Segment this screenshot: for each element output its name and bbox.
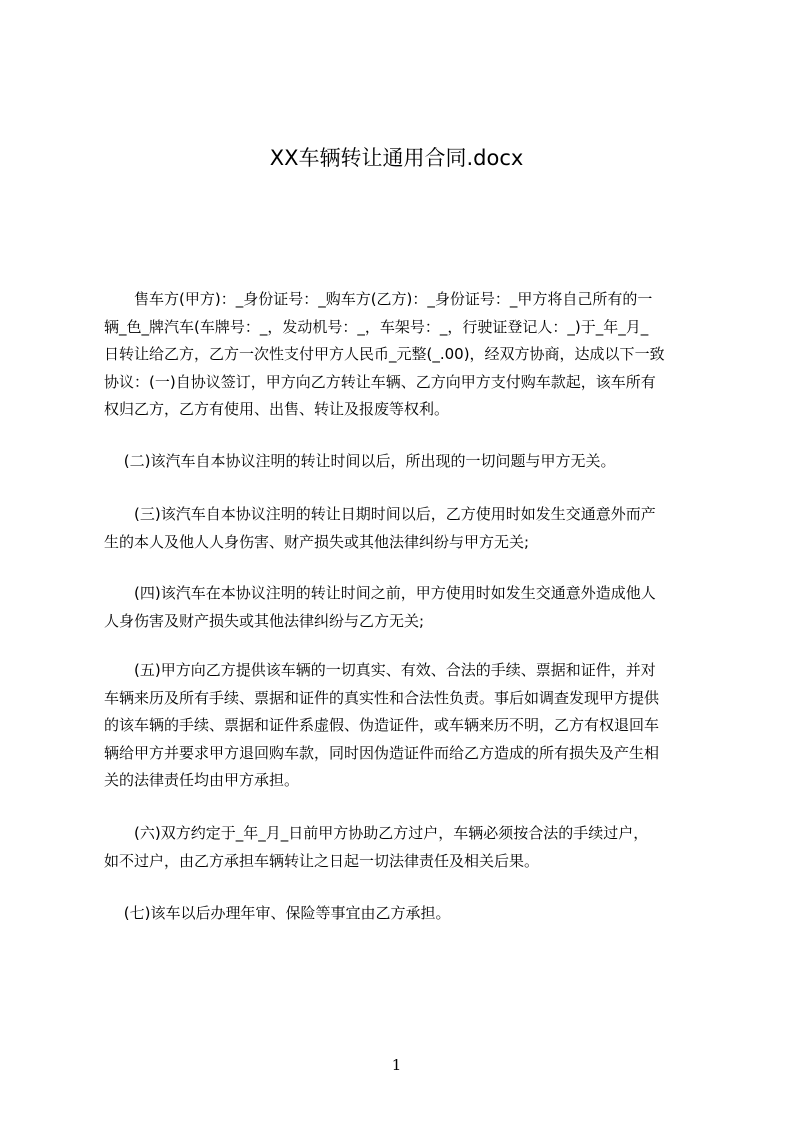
paragraph-clause-4 xyxy=(104,580,700,635)
text-line: (六)双方约定于_年_月_日前甲方协助乙方过户，车辆必须按合法的手续过户， xyxy=(104,824,649,842)
text-line: 辆_色_牌汽车(车牌号：_，发动机号：_，车架号：_，行驶证登记人：_)于_年_月_ xyxy=(104,317,649,336)
document-title: XX车辆转让通用合同.docx xyxy=(269,146,524,170)
text-line: (五)甲方向乙方提供该车辆的一切真实、有效、合法的手续、票据和证件，并对 xyxy=(104,661,656,679)
paragraph-clause-2 xyxy=(104,448,700,476)
paragraph-clause-7 xyxy=(104,900,700,928)
paragraph-intro xyxy=(104,286,700,424)
text-line: 如不过户，由乙方承担车辆转让之日起一切法律责任及相关后果。 xyxy=(104,851,540,870)
text-line: 日转让给乙方，乙方一次性支付甲方人民币_元整(_.00)，经双方协商，达成以下一致 xyxy=(104,345,665,363)
text-line: (四)该汽车在本协议注明的转让时间之前，甲方使用时如发生交通意外造成他人 xyxy=(104,584,656,602)
text-line: (二)该汽车自本协议注明的转让时间以后，所出现的一切问题与甲方无关。 xyxy=(104,452,616,470)
text-line: 生的本人及他人人身伤害、财产损失或其他法律纠纷与甲方无关; xyxy=(104,532,530,551)
text-line: 协议：(一)自协议签订，甲方向乙方转让车辆、乙方向甲方支付购车款起，该车所有 xyxy=(104,372,656,391)
text-line: 辆给甲方并要求甲方退回购车款，同时因伪造证件而给乙方造成的所有损失及产生相 xyxy=(104,743,660,762)
page-number: 1 xyxy=(391,1056,402,1074)
paragraph-clause-3 xyxy=(104,501,700,556)
text-line: 权归乙方，乙方有使用、出售、转让及报废等权利。 xyxy=(104,400,450,418)
text-line: 人身伤害及财产损失或其他法律纠纷与乙方无关; xyxy=(104,611,425,630)
text-line: 关的法律责任均由甲方承担。 xyxy=(104,771,300,789)
text-line: 售车方(甲方)：_身份证号：_购车方(乙方)：_身份证号：_甲方将自己所有的一 xyxy=(104,290,653,308)
paragraph-clause-6 xyxy=(104,820,700,875)
text-line: 车辆来历及所有手续、票据和证件的真实性和合法性负责。事后如调查发现甲方提供 xyxy=(104,688,660,707)
text-line: 的该车辆的手续、票据和证件系虚假、伪造证件，或车辆来历不明，乙方有权退回车 xyxy=(104,716,660,734)
paragraph-clause-5 xyxy=(104,657,700,795)
text-line: (三)该汽车自本协议注明的转让日期时间以后，乙方使用时如发生交通意外而产 xyxy=(104,505,656,523)
text-line: (七)该车以后办理年审、保险等事宜由乙方承担。 xyxy=(104,904,451,922)
